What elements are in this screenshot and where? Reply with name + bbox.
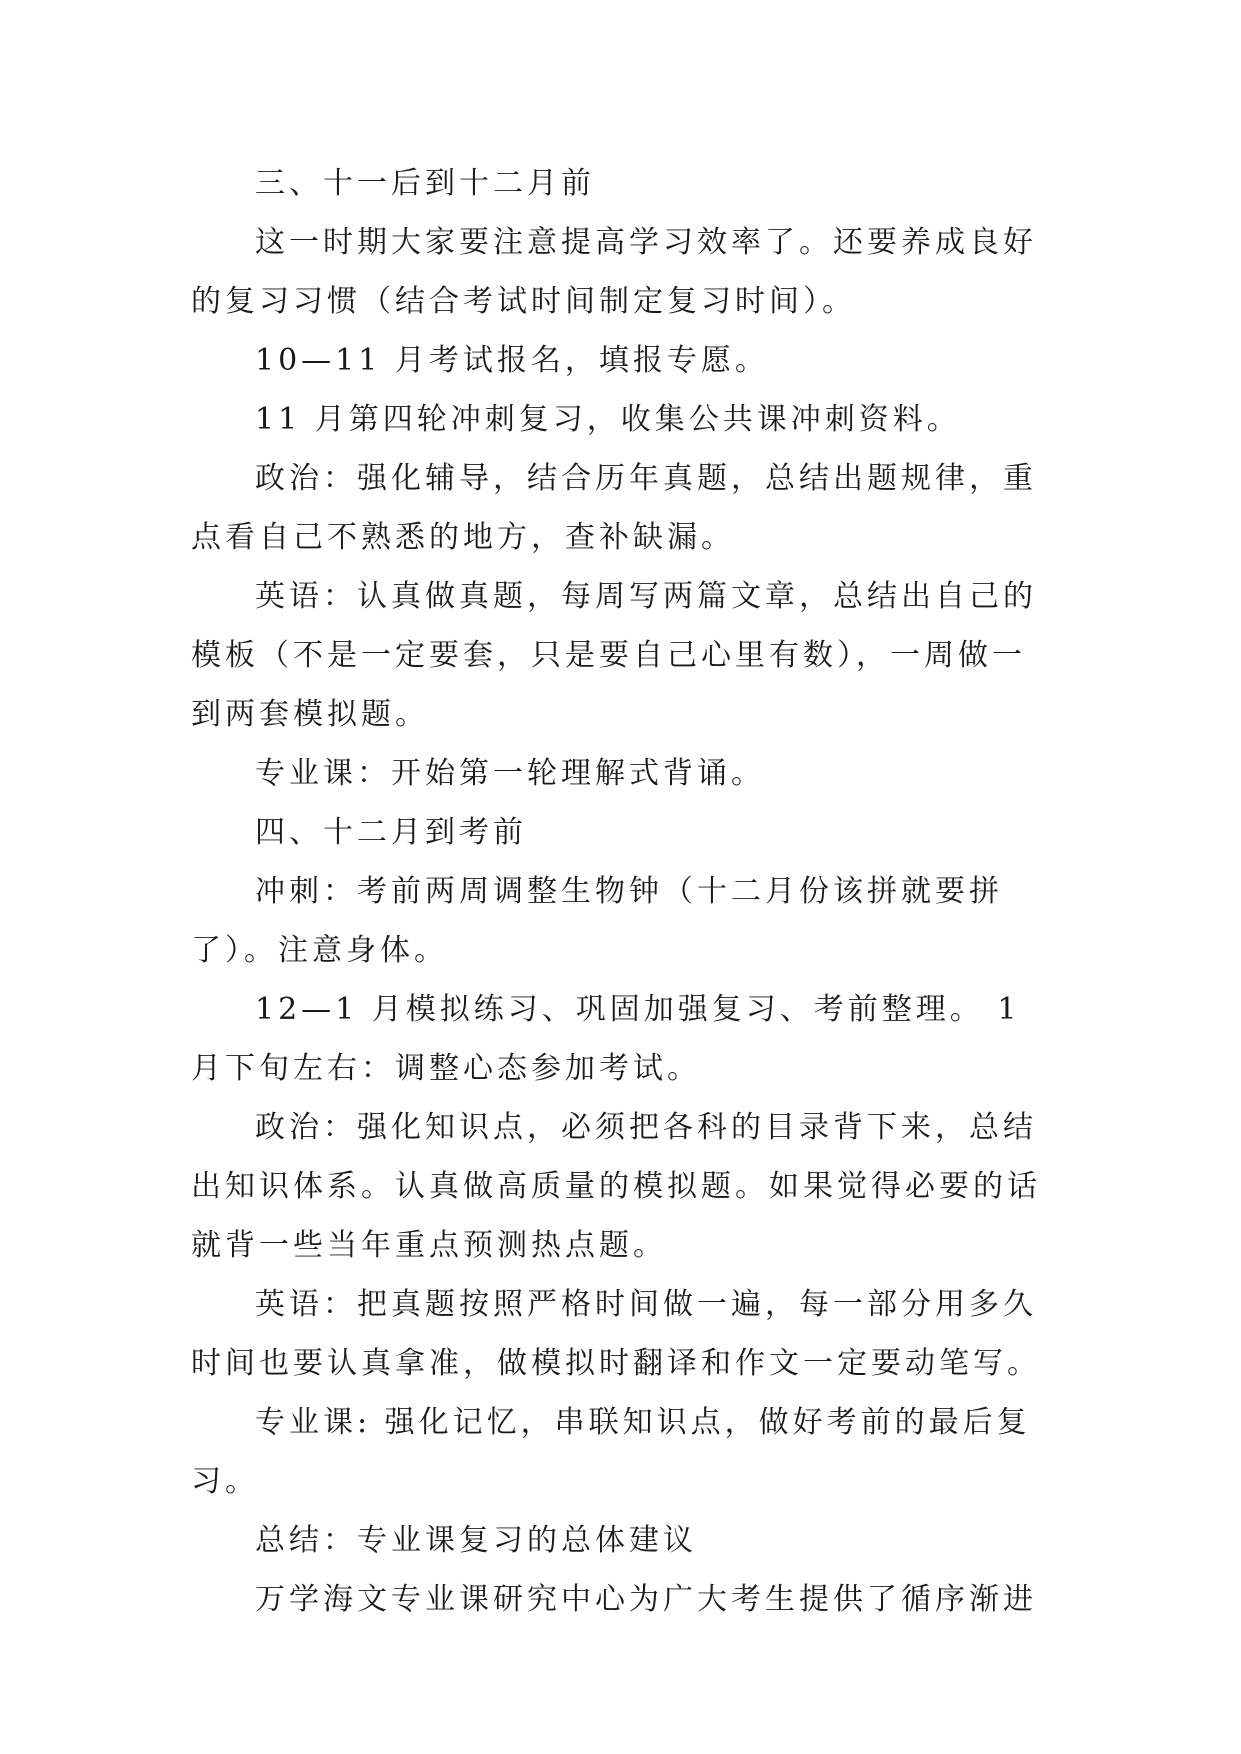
paragraph-summary-heading: 总结：专业课复习的总体建议 — [255, 1523, 697, 1558]
paragraph-december-january: 12—1 月模拟练习、巩固加强复习、考前整理。 1 月下旬左右：调整心态参加考试。 — [191, 992, 1021, 1086]
document-body — [191, 154, 1051, 1629]
paragraph-major-dec: 专业课: 强化记忆，串联知识点，做好考前的最后复习。 — [191, 1405, 1031, 1499]
paragraph-registration: 10—11 月考试报名，填报专愿。 — [255, 343, 769, 378]
paragraph-sprint: 冲刺：考前两周调整生物钟（十二月份该拼就要拼了）。注意身体。 — [191, 874, 1003, 968]
paragraph-efficiency: 这一时期大家要注意提高学习效率了。还要养成良好的复习习惯（结合考试时间制定复习时间）。 — [191, 225, 1037, 319]
heading-section-4: 四、十二月到考前 — [255, 815, 527, 850]
heading-section-3: 三、十一后到十二月前 — [255, 166, 595, 201]
paragraph-politics-dec: 政治：强化知识点，必须把各科的目录背下来，总结出知识体系。认真做高质量的模拟题。如果觉得必要的话就背一些当年重点预测热点题。 — [191, 1110, 1041, 1263]
paragraph-november-sprint: 11 月第四轮冲刺复习，收集公共课冲刺资料。 — [255, 402, 961, 437]
paragraph-english-nov: 英语：认真做真题，每周写两篇文章，总结出自己的模板（不是一定要套，只是要自己心里有数），一周做一到两套模拟题。 — [191, 579, 1037, 732]
paragraph-english-dec: 英语：把真题按照严格时间做一遍，每一部分用多久时间也要认真拿准，做模拟时翻译和作文一定要动笔写。 — [191, 1287, 1041, 1381]
paragraph-major-nov: 专业课：开始第一轮理解式背诵。 — [255, 756, 765, 791]
paragraph-politics-nov: 政治：强化辅导，结合历年真题，总结出题规律，重点看自己不熟悉的地方，查补缺漏。 — [191, 461, 1037, 555]
paragraph-summary-text: 万学海文专业课研究中心为广大考生提供了循序渐进 — [255, 1582, 1037, 1617]
